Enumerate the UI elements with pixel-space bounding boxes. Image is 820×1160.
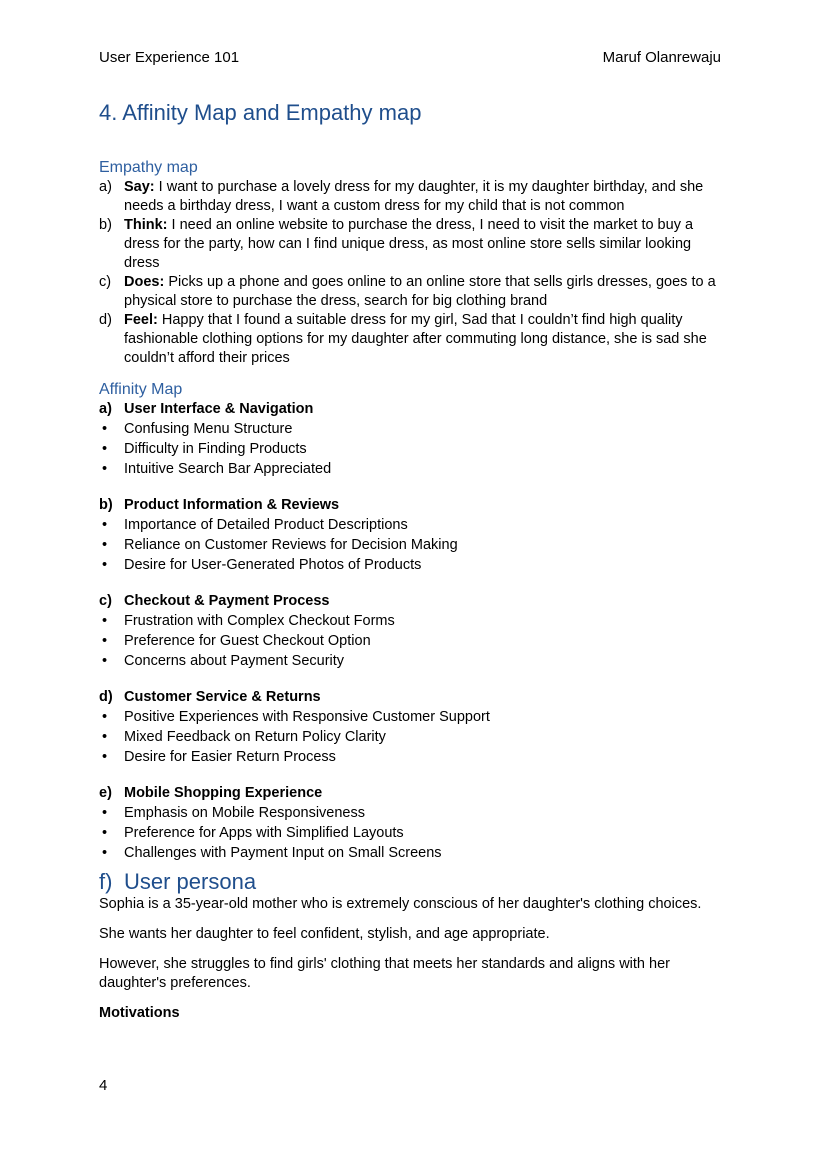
list-item: • Challenges with Payment Input on Small Screens bbox=[99, 843, 721, 863]
affinity-group-e bbox=[99, 784, 721, 863]
affinity-group-items bbox=[99, 707, 721, 767]
affinity-group-title bbox=[99, 496, 721, 515]
empathy-item-say bbox=[99, 178, 721, 216]
list-item: • Difficulty in Finding Products bbox=[99, 439, 721, 459]
empathy-item-text: I need an online website to purchase the dress, I need to visit the market to buy a dress for the party, how can I find unique dress, as most online store sells similar looking dress bbox=[124, 217, 694, 271]
user-persona-heading-text: User persona bbox=[124, 869, 257, 894]
empathy-item-text: Picks up a phone and goes online to an online store that sells girls dresses, goes to a physical store to purchase the dress, search for big clothing brand bbox=[124, 274, 716, 309]
affinity-group-title-text: Customer Service & Returns bbox=[124, 689, 321, 705]
list-item: • Confusing Menu Structure bbox=[99, 419, 721, 439]
list-item: • Emphasis on Mobile Responsiveness bbox=[99, 803, 721, 823]
empathy-map-list bbox=[99, 178, 721, 368]
page-header bbox=[99, 49, 721, 69]
list-marker: d) bbox=[99, 312, 112, 328]
list-marker: a) bbox=[99, 179, 112, 195]
list-item: • Frustration with Complex Checkout Forms bbox=[99, 611, 721, 631]
affinity-group-b bbox=[99, 496, 721, 575]
user-persona-heading bbox=[99, 869, 721, 895]
empathy-item-label: Feel: bbox=[124, 312, 158, 328]
list-marker: c) bbox=[99, 274, 112, 290]
list-marker: d) bbox=[99, 689, 113, 705]
list-item: • Preference for Guest Checkout Option bbox=[99, 631, 721, 651]
affinity-group-title-text: Mobile Shopping Experience bbox=[124, 785, 323, 801]
list-marker: b) bbox=[99, 497, 113, 513]
empathy-item-label: Does: bbox=[124, 274, 165, 290]
persona-paragraph: She wants her daughter to feel confident, stylish, and age appropriate. bbox=[99, 926, 550, 942]
list-marker: c) bbox=[99, 593, 112, 609]
affinity-map-heading: Affinity Map bbox=[99, 381, 183, 398]
affinity-group-title-text: Product Information & Reviews bbox=[124, 497, 340, 513]
empathy-item-label: Think: bbox=[124, 217, 168, 233]
affinity-group-title bbox=[99, 688, 721, 707]
persona-paragraph: However, she struggles to find girls' clothing that meets her standards and aligns with her daughter's preferences. bbox=[99, 956, 670, 991]
affinity-group-items bbox=[99, 515, 721, 575]
affinity-group-title-text: Checkout & Payment Process bbox=[124, 593, 330, 609]
list-item: • Preference for Apps with Simplified Layouts bbox=[99, 823, 721, 843]
empathy-item-does bbox=[99, 273, 721, 311]
affinity-group-items bbox=[99, 611, 721, 671]
list-item: • Desire for Easier Return Process bbox=[99, 747, 721, 767]
list-item: • Intuitive Search Bar Appreciated bbox=[99, 459, 721, 479]
affinity-group-items bbox=[99, 419, 721, 479]
empathy-item-think bbox=[99, 216, 721, 273]
chapter-title: 4. Affinity Map and Empathy map bbox=[99, 100, 422, 125]
list-item: • Mixed Feedback on Return Policy Clarity bbox=[99, 727, 721, 747]
list-item: • Importance of Detailed Product Descriptions bbox=[99, 515, 721, 535]
affinity-group-title bbox=[99, 592, 721, 611]
motivations-label: Motivations bbox=[99, 1005, 180, 1021]
list-item: • Positive Experiences with Responsive Customer Support bbox=[99, 707, 721, 727]
list-marker: f) bbox=[99, 869, 113, 894]
affinity-group-c bbox=[99, 592, 721, 671]
page-number: 4 bbox=[99, 1077, 108, 1094]
page-content bbox=[99, 99, 721, 1023]
list-marker: b) bbox=[99, 217, 112, 233]
empathy-item-text: I want to purchase a lovely dress for my daughter, it is my daughter birthday, and she needs a birthday dress, I want a custom dress for my child that is not common bbox=[124, 179, 704, 214]
empathy-map-heading: Empathy map bbox=[99, 159, 198, 176]
affinity-group-title bbox=[99, 400, 721, 419]
affinity-group-title bbox=[99, 784, 721, 803]
affinity-group-title-text: User Interface & Navigation bbox=[124, 401, 314, 417]
list-item: • Concerns about Payment Security bbox=[99, 651, 721, 671]
empathy-item-feel bbox=[99, 311, 721, 368]
list-marker: e) bbox=[99, 785, 112, 801]
list-item: • Reliance on Customer Reviews for Decision Making bbox=[99, 535, 721, 555]
empathy-item-label: Say: bbox=[124, 179, 155, 195]
list-item: • Desire for User-Generated Photos of Products bbox=[99, 555, 721, 575]
affinity-group-a bbox=[99, 400, 721, 479]
header-left-text: User Experience 101 bbox=[99, 49, 240, 66]
affinity-group-items bbox=[99, 803, 721, 863]
affinity-group-d bbox=[99, 688, 721, 767]
persona-paragraph: Sophia is a 35-year-old mother who is extremely conscious of her daughter's clothing choices. bbox=[99, 896, 702, 912]
list-marker: a) bbox=[99, 401, 112, 417]
empathy-item-text: Happy that I found a suitable dress for my girl, Sad that I couldn’t find high quality fashionable clothing options for my daughter after commuting long distance, she is sad she couldn’t afford their prices bbox=[124, 312, 707, 366]
header-right-text: Maruf Olanrewaju bbox=[602, 49, 721, 66]
